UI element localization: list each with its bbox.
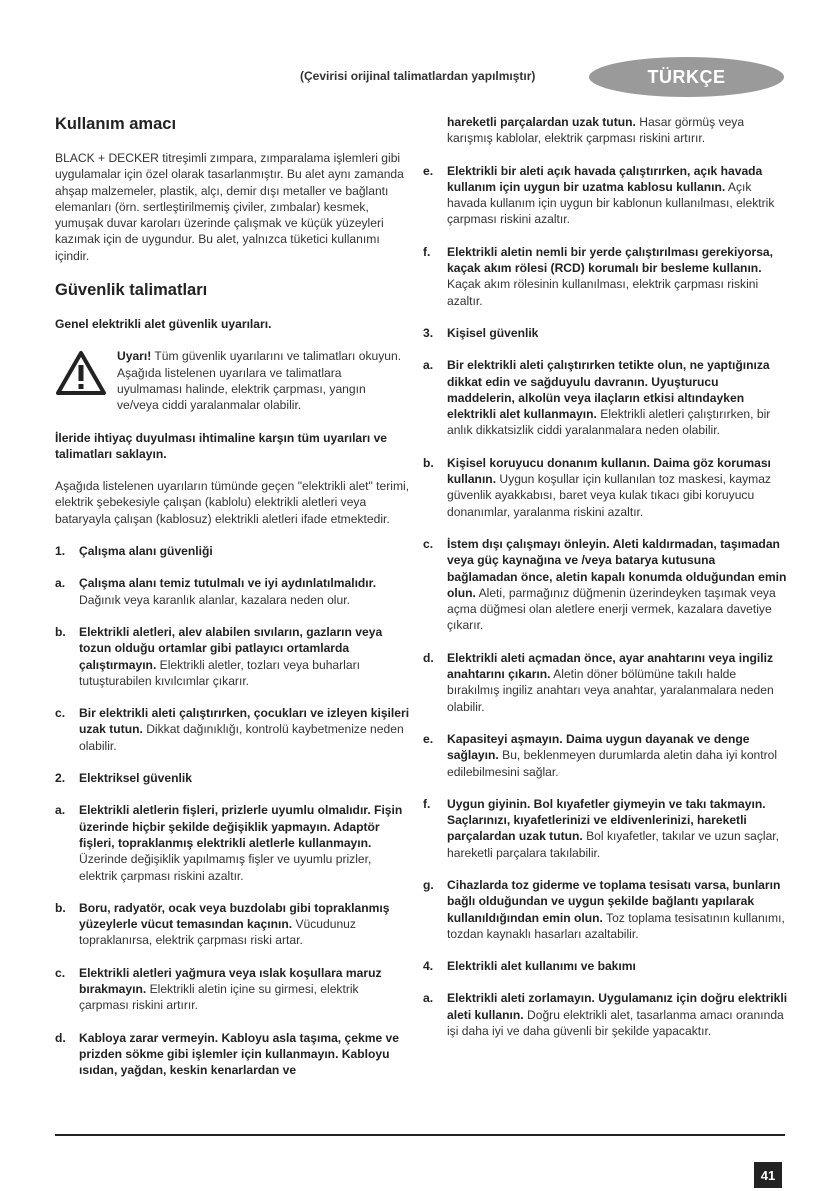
intended-use-text: BLACK + DECKER titreşimli zımpara, zımparalama işlemleri gibi uygulamalar için özel olarak tasarlanmıştır. Bu alet aynı zamanda ahşap malzemeler, plastik, alçı, demir dışı metaller ve bağlantı elemanları (örn. sertleştirilmemiş çiviler, zımbalar) kesmek, yumuşak duvar karoları üzerinde çalışmak ve küçük yüzeyleri kazımak için de uygundur. Bu alet, yalnızca tüketici kullanımı içindir. bbox=[55, 151, 404, 263]
list-item: c. Bir elektrikli aleti çalıştırırken, çocukları ve izleyen kişileri uzak tutun. Dikkat dağınıklığı, kontrolü kaybetmenize neden olabilir. bbox=[55, 706, 410, 753]
general-warnings-heading: Genel elektrikli alet güvenlik uyarıları. bbox=[55, 317, 272, 332]
right-column bbox=[423, 114, 788, 1055]
list-item: b. Boru, radyatör, ocak veya buzdolabı gibi topraklanmış yüzeylerle vücut temasından kaçının. Vücudunuz topraklanırsa, elektrik çarpması riski artar. bbox=[55, 900, 390, 948]
warning-triangle-icon bbox=[55, 350, 107, 396]
list-item: e. Kapasiteyi aşmayın. Daima uygun dayanak ve denge sağlayın. Bu, beklenmeyen durumlarda aletin daha iyi kontrol edilebilmesini sağlar. bbox=[423, 731, 778, 779]
safety-heading: Güvenlik talimatları bbox=[55, 281, 208, 300]
keep-instructions: İleride ihtiyaç duyulması ihtimaline karşın tüm uyarıları ve talimatları saklayın. bbox=[55, 430, 388, 461]
list-item: f. Uygun giyinin. Bol kıyafetler giymeyin ve takı takmayın. Saçlarınızı, kıyafetlerinizi ve eldivenlerinizi, hareketli parçalardan uzak tutun. Bol kıyafetler, takılar ve uzun saçlar, hareketli parçalara takılabilir. bbox=[423, 796, 780, 860]
intended-use-heading: Kullanım amacı bbox=[55, 115, 177, 133]
list-item: a. Elektrikli aletlerin fişleri, prizlerle uyumlu olmalıdır. Fişin üzerinde hiçbir şekilde değişiklik yapmayın. Adaptör fişleri, topraklanmış elektrikli aletlerle kullanmayın. Üzerinde değişiklik yapılmamış fişler ve uyumlu prizler, elektrik çarpması riskini azaltır. bbox=[55, 803, 403, 883]
language-badge: TÜRKÇE bbox=[589, 57, 784, 97]
list-item: c. Elektrikli aletleri yağmura veya ıslak koşullara maruz bırakmayın. Elektrikli aletin içine su girmesi, elektrik çarpması riskini artırır. bbox=[55, 965, 382, 1013]
section-heading: 4. Elektrikli alet kullanımı ve bakımı bbox=[423, 959, 636, 974]
section-heading: 1. Çalışma alanı güvenliği bbox=[55, 544, 213, 559]
list-item: g. Cihazlarda toz giderme ve toplama tesisatı varsa, bunların bağlı olduğundan ve uygun şekilde bağlantı yapılarak kullanıldığından emin olun. Toz toplama tesisatının kullanımı, tozdan kaynaklı hasarları azaltabilir. bbox=[423, 877, 785, 941]
footer-divider bbox=[55, 1134, 785, 1136]
list-item: a. Bir elektrikli aleti çalıştırırken tetikte olun, ne yaptığınıza dikkat edin ve sağduyulu davranın. Uyuşturucu maddelerin, alkolün veya ilaçların etkisi altındayken elektrikli alet kullanmayın. Elektrikli aletleri çalıştırırken, bir anlık dikkatsizlik ciddi yaralanmalara neden olabilir. bbox=[423, 358, 771, 438]
list-item: a. Elektrikli aleti zorlamayın. Uygulamanız için doğru elektrikli aleti kullanın. Doğru elektrikli alet, tasarlanma amacı oranında işi daha iyi ve daha güvenli bir şekilde yapacaktır. bbox=[423, 991, 788, 1039]
power-tool-definition: Aşağıda listelenen uyarıların tümünde geçen "elektrikli alet" terimi, elektrik şebekesiyle çalışan (kablolu) elektrikli aletleri veya bataryayla çalışan (kablosuz) elektrikli aletleri ifade etmektedir. bbox=[55, 479, 410, 526]
list-item: b. Kişisel koruyucu donanım kullanın. Daima göz koruması kullanın. Uygun koşullar için kullanılan toz maskesi, kaymaz güvenlik ayakkabısı, baret veya kulak tıkacı gibi koruyucu donanımlar, yaralanma riskini azaltır. bbox=[423, 455, 771, 519]
warning-label: Uyarı! bbox=[117, 349, 152, 364]
list-item-continuation: hareketli parçalardan uzak tutun. Hasar görmüş veya karışmış kablolar, elektrik çarpması riskini artırır. bbox=[447, 115, 745, 146]
section-heading: 3. Kişisel güvenlik bbox=[423, 325, 539, 340]
list-item: a. Çalışma alanı temiz tutulmalı ve iyi aydınlatılmalıdır. Dağınık veya karanlık alanlar, kazalara neden olur. bbox=[55, 576, 377, 607]
section-heading: 2. Elektriksel güvenlik bbox=[55, 771, 192, 786]
list-item: d. Elektrikli aleti açmadan önce, ayar anahtarını veya ingiliz anahtarını çıkarın. Aletin döner bölümüne takılı halde bırakılmış ingiliz anahtarı veya anahtar, yaralanmalara neden olabilir. bbox=[423, 650, 774, 714]
list-item: f. Elektrikli aletin nemli bir yerde çalıştırılması gerekiyorsa, kaçak akım rölesi (RCD) korumalı bir besleme kullanın. Kaçak akım rölesinin kullanılması, elektrik çarpması riskini azaltır. bbox=[423, 244, 774, 308]
warning-block bbox=[55, 348, 410, 413]
list-item: b. Elektrikli aletleri, alev alabilen sıvıların, gazların veya tozun olduğu ortamlar gibi patlayıcı ortamlarda çalıştırmayın. Elektrikli aletler, tozları veya buharları tutuşturabilen kıvılcımlar çıkarır. bbox=[55, 624, 383, 688]
warning-text: Tüm güvenlik uyarılarını ve talimatları okuyun. Aşağıda listelenen uyarılara ve talimatlara uyulmaması halinde, elektrik çarpması, yangın ve/veya ciddi yaralanmalar olabilir. bbox=[117, 349, 402, 413]
list-item: e. Elektrikli bir aleti açık havada çalıştırırken, açık havada kullanım için uygun bir uzatma kablosu kullanın. Açık havada kullanım için uygun bir kablonun kullanılması, elektrik çarpması riskini azaltır. bbox=[423, 163, 775, 227]
left-column bbox=[55, 114, 410, 1094]
page-number: 41 bbox=[754, 1162, 782, 1188]
list-item: d. Kabloya zarar vermeyin. Kabloyu asla taşıma, çekme ve prizden sökme gibi işlemler için kullanmayın. Kabloyu ısıdan, yağdan, keskin kenarlardan ve bbox=[55, 1030, 399, 1078]
translation-note: (Çevirisi orijinal talimatlardan yapılmıştır) bbox=[300, 69, 536, 83]
list-item: c. İstem dışı çalışmayı önleyin. Aleti kaldırmadan, taşımadan veya güç kaynağına ve /veya batarya kutusuna bağlamadan önce, aletin kapalı konumda olduğundan emin olun. Aleti, parmağınız düğmenin üzerindeyken taşımak veya açma düğmesi olan aletlere enerji vermek, kazalara davetiye çıkarır. bbox=[423, 536, 787, 633]
